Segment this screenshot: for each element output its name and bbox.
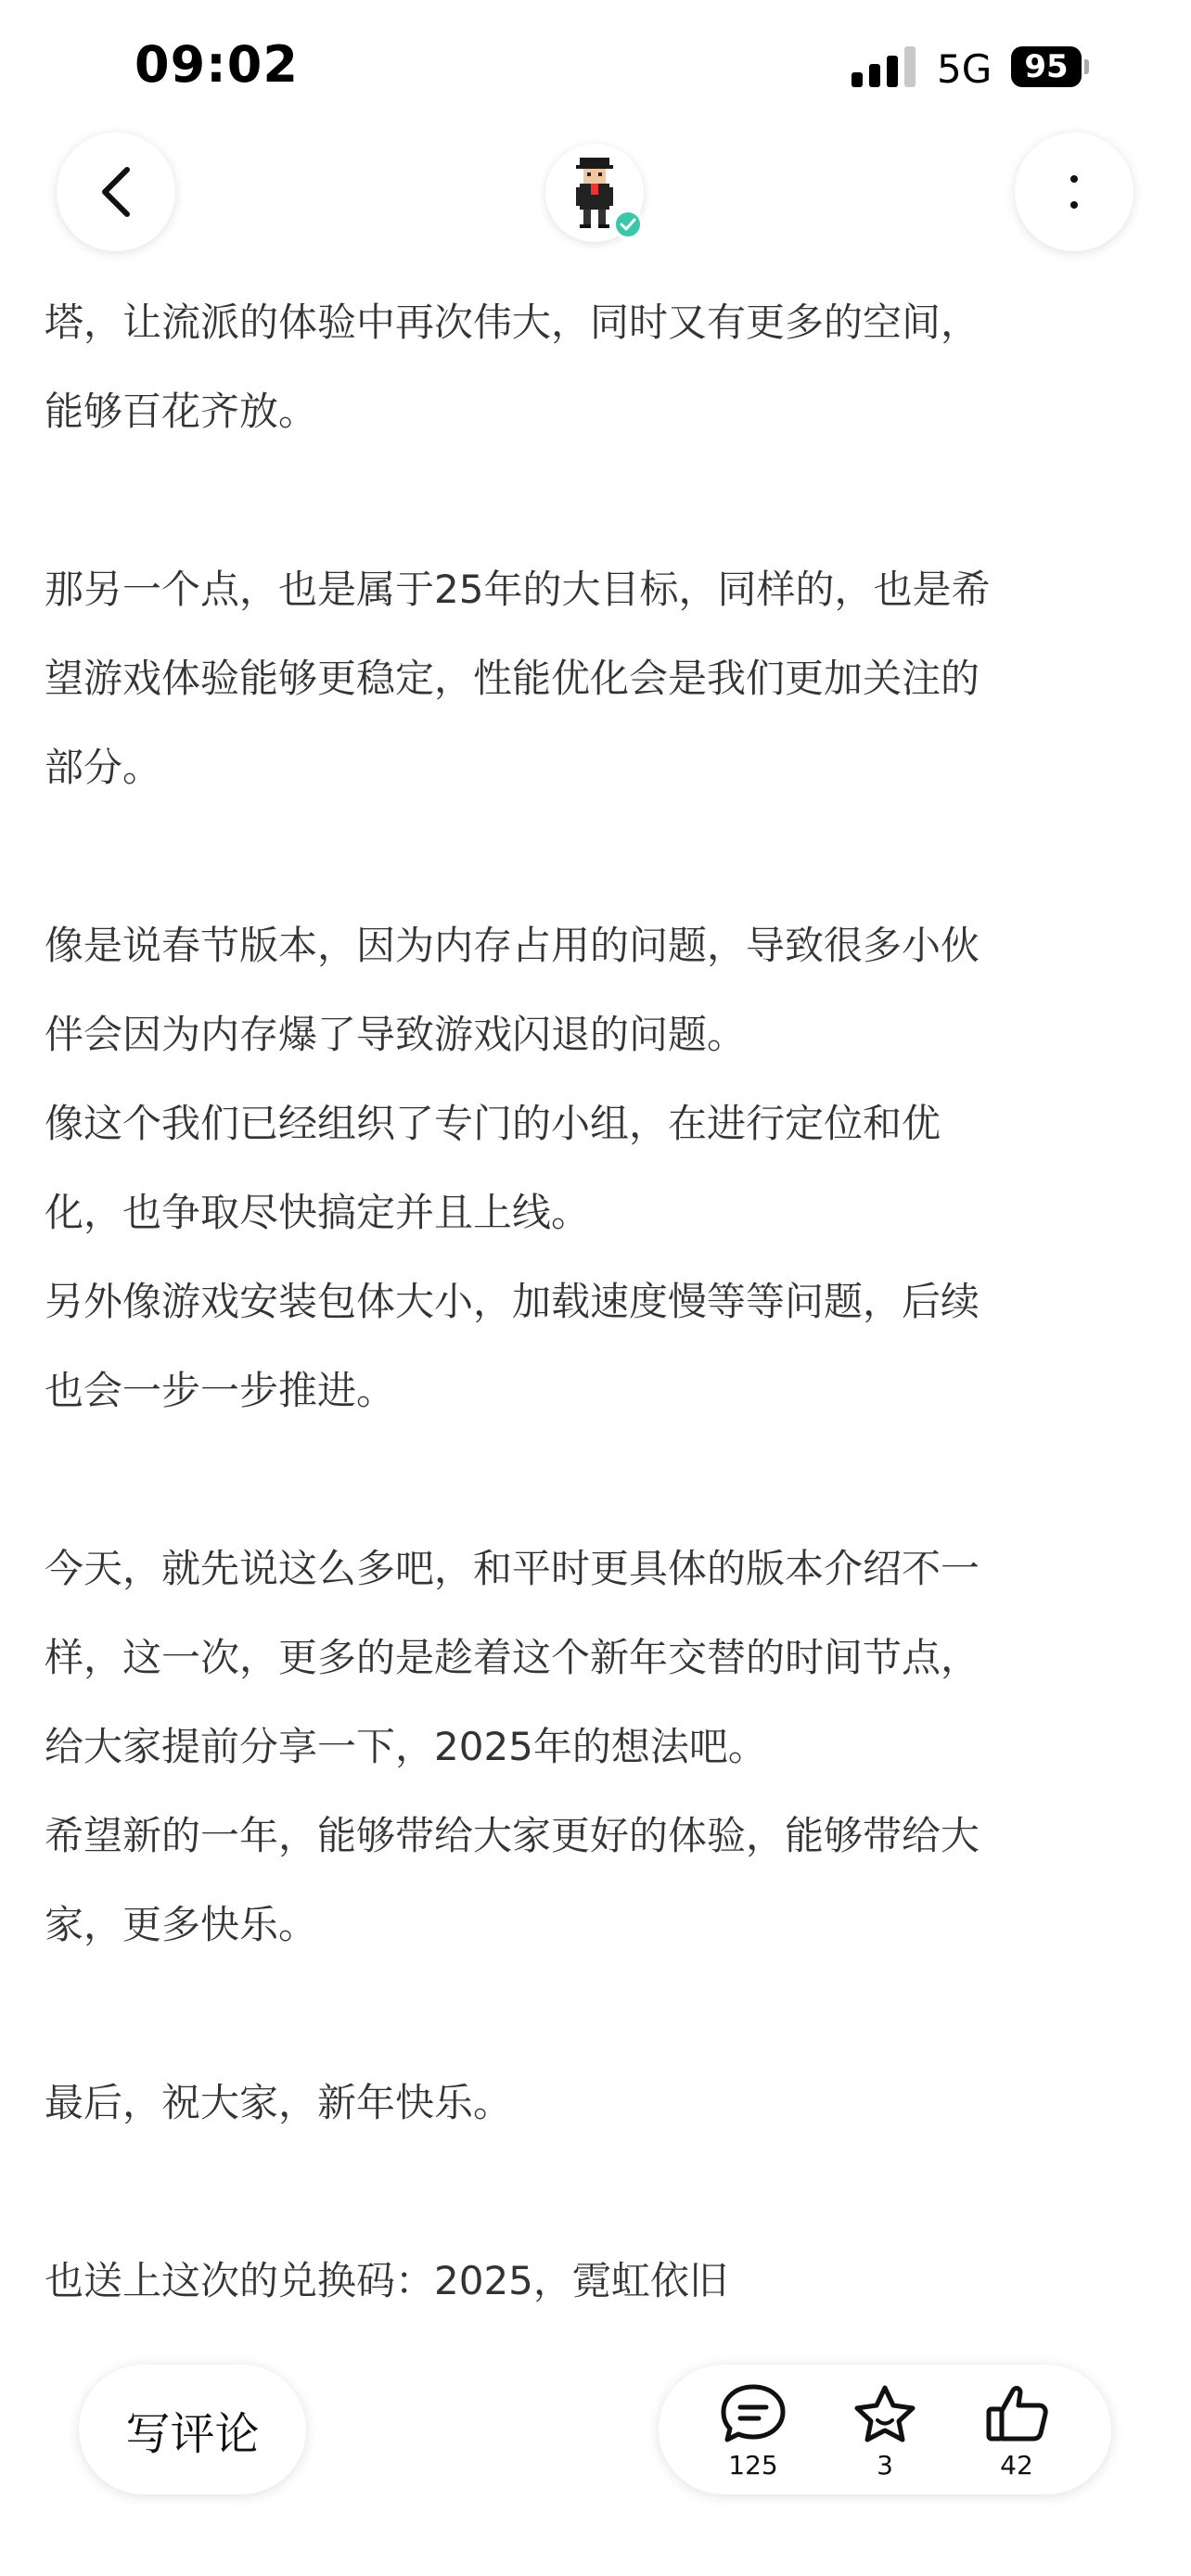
chevron-left-icon <box>97 164 134 220</box>
paragraph-gap <box>45 456 1148 545</box>
article-line: 像这个我们已经组织了专门的小组，在进行定位和优 <box>45 1101 941 1146</box>
article-line: 像是说春节版本，因为内存占用的问题，导致很多小伙 <box>45 923 980 968</box>
comments-button[interactable] <box>698 2383 809 2485</box>
thumbs-up-icon <box>983 2383 1050 2444</box>
article-line: 伴会因为内存爆了导致游戏闪退的问题。 <box>45 1012 747 1057</box>
network-type: 5G <box>937 46 992 92</box>
paragraph-gap <box>45 812 1148 901</box>
article-line: 希望新的一年，能够带给大家更好的体验，能够带给大 <box>45 1813 980 1858</box>
action-bar <box>659 2365 1111 2494</box>
article-line: 塔，让流派的体验中再次伟大，同时又有更多的空间， <box>45 300 980 345</box>
comment-bubble-icon <box>720 2383 787 2444</box>
article-line: 最后，祝大家，新年快乐。 <box>45 2080 513 2125</box>
battery-tip <box>1084 59 1089 74</box>
article-line: 也会一步一步推进。 <box>45 1368 396 1413</box>
status-time: 09:02 <box>134 35 299 94</box>
likes-count: 42 <box>1000 2450 1033 2480</box>
article-line: 那另一个点，也是属于25年的大目标，同样的，也是希 <box>45 567 991 612</box>
article-line: 家，更多快乐。 <box>45 1902 318 1947</box>
vertical-ellipsis-icon <box>1069 170 1080 214</box>
article-line: 今天，就先说这么多吧，和平时更具体的版本介绍不一 <box>45 1546 980 1591</box>
article-line: 部分。 <box>45 745 162 790</box>
favorites-count: 3 <box>877 2450 893 2480</box>
article-line: 能够百花齐放。 <box>45 389 318 434</box>
battery-icon <box>1011 46 1089 87</box>
back-button[interactable] <box>57 133 175 251</box>
comments-count: 125 <box>728 2450 778 2480</box>
article-line: 望游戏体验能够更稳定，性能优化会是我们更加关注的 <box>45 656 980 701</box>
paragraph-gap <box>45 1435 1148 1524</box>
signal-icon <box>852 46 918 87</box>
author-avatar-container[interactable] <box>545 144 644 242</box>
article-line: 化，也争取尽快搞定并且上线。 <box>45 1190 591 1235</box>
paragraph-gap <box>45 2148 1148 2237</box>
paragraph-gap <box>45 1970 1148 2059</box>
article-line: 也送上这次的兑换码：2025，霓虹依旧 <box>45 2258 728 2303</box>
star-icon <box>852 2383 918 2444</box>
article-line: 另外像游戏安装包体大小，加载速度慢等等问题，后续 <box>45 1279 980 1324</box>
battery-level: 95 <box>1011 46 1082 87</box>
article-line: 样，这一次，更多的是趁着这个新年交替的时间节点， <box>45 1635 980 1680</box>
article-line: 给大家提前分享一下，2025年的想法吧。 <box>45 1724 767 1769</box>
more-options-button[interactable] <box>1015 133 1133 251</box>
write-comment-button[interactable]: 写评论 <box>79 2365 306 2494</box>
like-button[interactable] <box>961 2383 1072 2485</box>
verified-badge-icon <box>612 209 644 240</box>
article-body <box>45 278 1148 2326</box>
favorite-button[interactable] <box>829 2383 941 2485</box>
status-bar <box>0 0 1191 139</box>
